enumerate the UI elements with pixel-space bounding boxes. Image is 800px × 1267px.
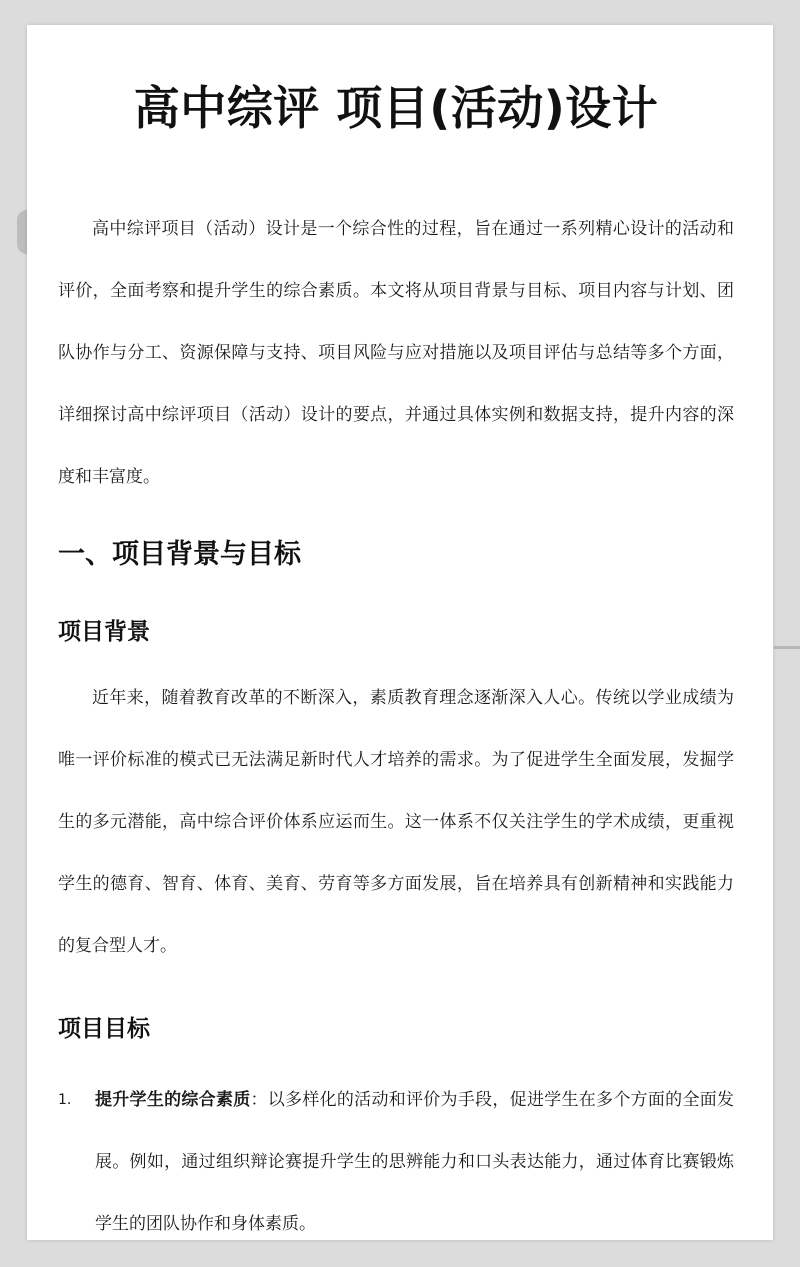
- list-item: [58, 1069, 734, 1255]
- subheading-project-background: 项目背景: [58, 619, 150, 645]
- intro-paragraph: 高中综评项目（活动）设计是一个综合性的过程，旨在通过一系列精心设计的活动和评价，全面考察和提升学生的综合素质。本文将从项目背景与目标、项目内容与计划、团队协作与分工、资源保障与支持、项目风险与应对措施以及项目评估与总结等多个方面，详细探讨高中综评项目（活动）设计的要点，并通过具体实例和数据支持，提升内容的深度和丰富度。: [58, 219, 734, 487]
- document-content: [58, 25, 734, 1255]
- section-heading-background-goals: 一、项目背景与目标: [58, 539, 301, 570]
- document-title: 高中综评 项目(活动)设计: [133, 81, 659, 135]
- background-paragraph: 近年来，随着教育改革的不断深入，素质教育理念逐渐深入人心。传统以学业成绩为唯一评价标准的模式已无法满足新时代人才培养的需求。为了促进学生全面发展，发掘学生的多元潜能，高中综合评价体系应运而生。这一体系不仅关注学生的学术成绩，更重视学生的德育、智育、体育、美育、劳育等多方面发展，旨在培养具有创新精神和实践能力的复合型人才。: [58, 688, 734, 956]
- list-item-label: 提升学生的综合素质: [95, 1090, 251, 1110]
- subheading-project-goals: 项目目标: [58, 1016, 150, 1042]
- document-page: [27, 25, 773, 1240]
- goals-list: [58, 1069, 734, 1255]
- list-item-text: ：以多样化的活动和评价为手段，促进学生在多个方面的全面发展。例如，通过组织辩论赛提升学生的思辨能力和口头表达能力，通过体育比赛锻炼学生的团队协作和身体素质。: [95, 1090, 734, 1234]
- list-item-number: 1.: [58, 1092, 72, 1108]
- page-edge-marker: [774, 646, 800, 649]
